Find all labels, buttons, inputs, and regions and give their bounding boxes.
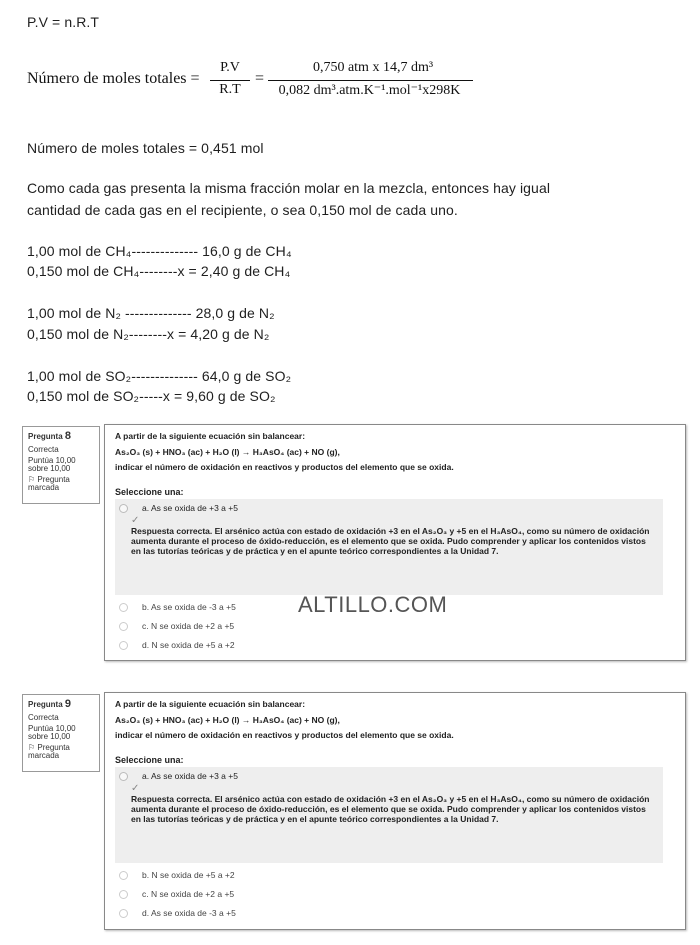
question-status: Correcta — [28, 445, 59, 454]
option-b[interactable] — [119, 870, 235, 880]
equals-sign: = — [255, 70, 265, 87]
option-c-label: c. N se oxida de +2 a +5 — [142, 621, 235, 631]
flag-label: Pregunta marcada — [28, 743, 70, 760]
answer-feedback: Respuesta correcta. El arsénico actúa con estado de oxidación +3 en el As₂O₃ y +5 en el H₃AsO₄, como su número de oxidación aumenta durante el proceso de óxido-reducción, es el elemento que se oxida. Pudo comprender y aplicar los contenidos vistos en las tutorías teóricas y de práctica y en el apunte teórico correspondientes a la Unidad 7. — [131, 794, 650, 824]
question-label: Pregunta — [28, 432, 63, 441]
fraction1-denominator: R.T — [219, 82, 241, 97]
fraction1-bar — [210, 80, 250, 81]
n2-line-1: 1,00 mol de N₂ -------------- 28,0 g de N₂ — [27, 305, 275, 321]
option-a-label: a. As se oxida de +3 a +5 — [142, 503, 238, 513]
option-a-label: a. As se oxida de +3 a +5 — [142, 771, 238, 781]
radio-icon[interactable] — [119, 622, 128, 631]
question-text-line-1: A partir de la siguiente ecuación sin balancear: — [115, 431, 306, 441]
selected-answer-block — [115, 767, 663, 863]
fraction1-numerator: P.V — [220, 60, 240, 75]
fraction2-bar — [268, 80, 473, 81]
flag-label: Pregunta marcada — [28, 475, 70, 492]
question-score: Puntúa 10,00 sobre 10,00 — [28, 456, 76, 473]
question-text-line-3: indicar el número de oxidación en reactivos y productos del elemento que se oxida. — [115, 730, 454, 740]
question-8-info — [22, 426, 100, 504]
select-one-label: Seleccione una: — [115, 487, 184, 497]
option-d[interactable] — [119, 908, 236, 918]
option-b[interactable] — [119, 602, 236, 612]
question-number: 8 — [64, 430, 72, 442]
question-equation: As₂O₃ (s) + HNO₃ (ac) + H₂O (l) → H₃AsO₄ (ac) + NO (g), — [115, 447, 340, 457]
radio-icon[interactable] — [119, 890, 128, 899]
fraction2-numerator: 0,750 atm x 14,7 dm³ — [312, 60, 434, 75]
watermark: ALTILLO.COM — [298, 592, 448, 617]
option-d[interactable] — [119, 640, 235, 650]
moles-formula-label: Número de moles totales = — [27, 70, 200, 87]
explanation-line-1: Como cada gas presenta la misma fracción molar en la mezcla, entonces hay igual — [27, 180, 551, 196]
option-b-label: b. As se oxida de -3 a +5 — [142, 602, 236, 612]
flag-icon: ⚐ — [28, 475, 36, 484]
question-score: Puntúa 10,00 sobre 10,00 — [28, 724, 76, 741]
n2-line-2: 0,150 mol de N₂--------x = 4,20 g de N₂ — [27, 326, 270, 342]
option-d-label: d. As se oxida de -3 a +5 — [142, 908, 236, 918]
checkmark-icon: ✓ — [131, 783, 140, 794]
option-c[interactable] — [119, 889, 234, 899]
flag-question-button[interactable] — [28, 476, 94, 492]
option-a[interactable] — [119, 771, 238, 781]
option-a[interactable] — [119, 503, 238, 513]
checkmark-icon: ✓ — [131, 515, 140, 526]
radio-selected-icon[interactable] — [119, 772, 128, 781]
question-status: Correcta — [28, 713, 59, 722]
explanation-line-2: cantidad de cada gas en el recipiente, o sea 0,150 mol de cada uno. — [27, 202, 458, 218]
selected-answer-block — [115, 499, 663, 595]
question-8-content — [104, 424, 686, 661]
question-number: 9 — [64, 698, 72, 710]
question-text-line-1: A partir de la siguiente ecuación sin balancear: — [115, 699, 306, 709]
moles-result: Número de moles totales = 0,451 mol — [27, 140, 264, 156]
option-c[interactable] — [119, 621, 234, 631]
flag-question-button[interactable] — [28, 744, 94, 760]
ch4-line-2: 0,150 mol de CH₄--------x = 2,40 g de CH₄ — [27, 263, 291, 279]
answer-feedback: Respuesta correcta. El arsénico actúa con estado de oxidación +3 en el As₂O₃ y +5 en el H₃AsO₄, como su número de oxidación aumenta durante el proceso de óxido-reducción, es el elemento que se oxida. Pudo comprender y aplicar los contenidos vistos en las tutorías teóricas y de práctica y en el apunte teórico correspondientes a la Unidad 7. — [131, 526, 650, 556]
so2-line-1: 1,00 mol de SO₂-------------- 64,0 g de SO₂ — [27, 368, 292, 384]
question-9-info — [22, 694, 100, 772]
radio-icon[interactable] — [119, 871, 128, 880]
ideal-gas-equation: P.V = n.R.T — [27, 14, 100, 30]
radio-selected-icon[interactable] — [119, 504, 128, 513]
option-c-label: c. N se oxida de +2 a +5 — [142, 889, 235, 899]
question-text-line-3: indicar el número de oxidación en reactivos y productos del elemento que se oxida. — [115, 462, 454, 472]
ch4-line-1: 1,00 mol de CH₄-------------- 16,0 g de CH₄ — [27, 243, 292, 259]
fraction2-denominator: 0,082 dm³.atm.K⁻¹.mol⁻¹x298K — [278, 83, 461, 98]
select-one-label: Seleccione una: — [115, 755, 184, 765]
question-equation: As₂O₃ (s) + HNO₃ (ac) + H₂O (l) → H₃AsO₄ (ac) + NO (g), — [115, 715, 340, 725]
option-d-label: d. N se oxida de +5 a +2 — [142, 640, 235, 650]
question-label: Pregunta — [28, 700, 63, 709]
question-9-content — [104, 692, 686, 930]
radio-icon[interactable] — [119, 641, 128, 650]
so2-line-2: 0,150 mol de SO₂-----x = 9,60 g de SO₂ — [27, 388, 276, 404]
flag-icon: ⚐ — [28, 743, 36, 752]
option-b-label: b. N se oxida de +5 a +2 — [142, 870, 235, 880]
radio-icon[interactable] — [119, 909, 128, 918]
radio-icon[interactable] — [119, 603, 128, 612]
